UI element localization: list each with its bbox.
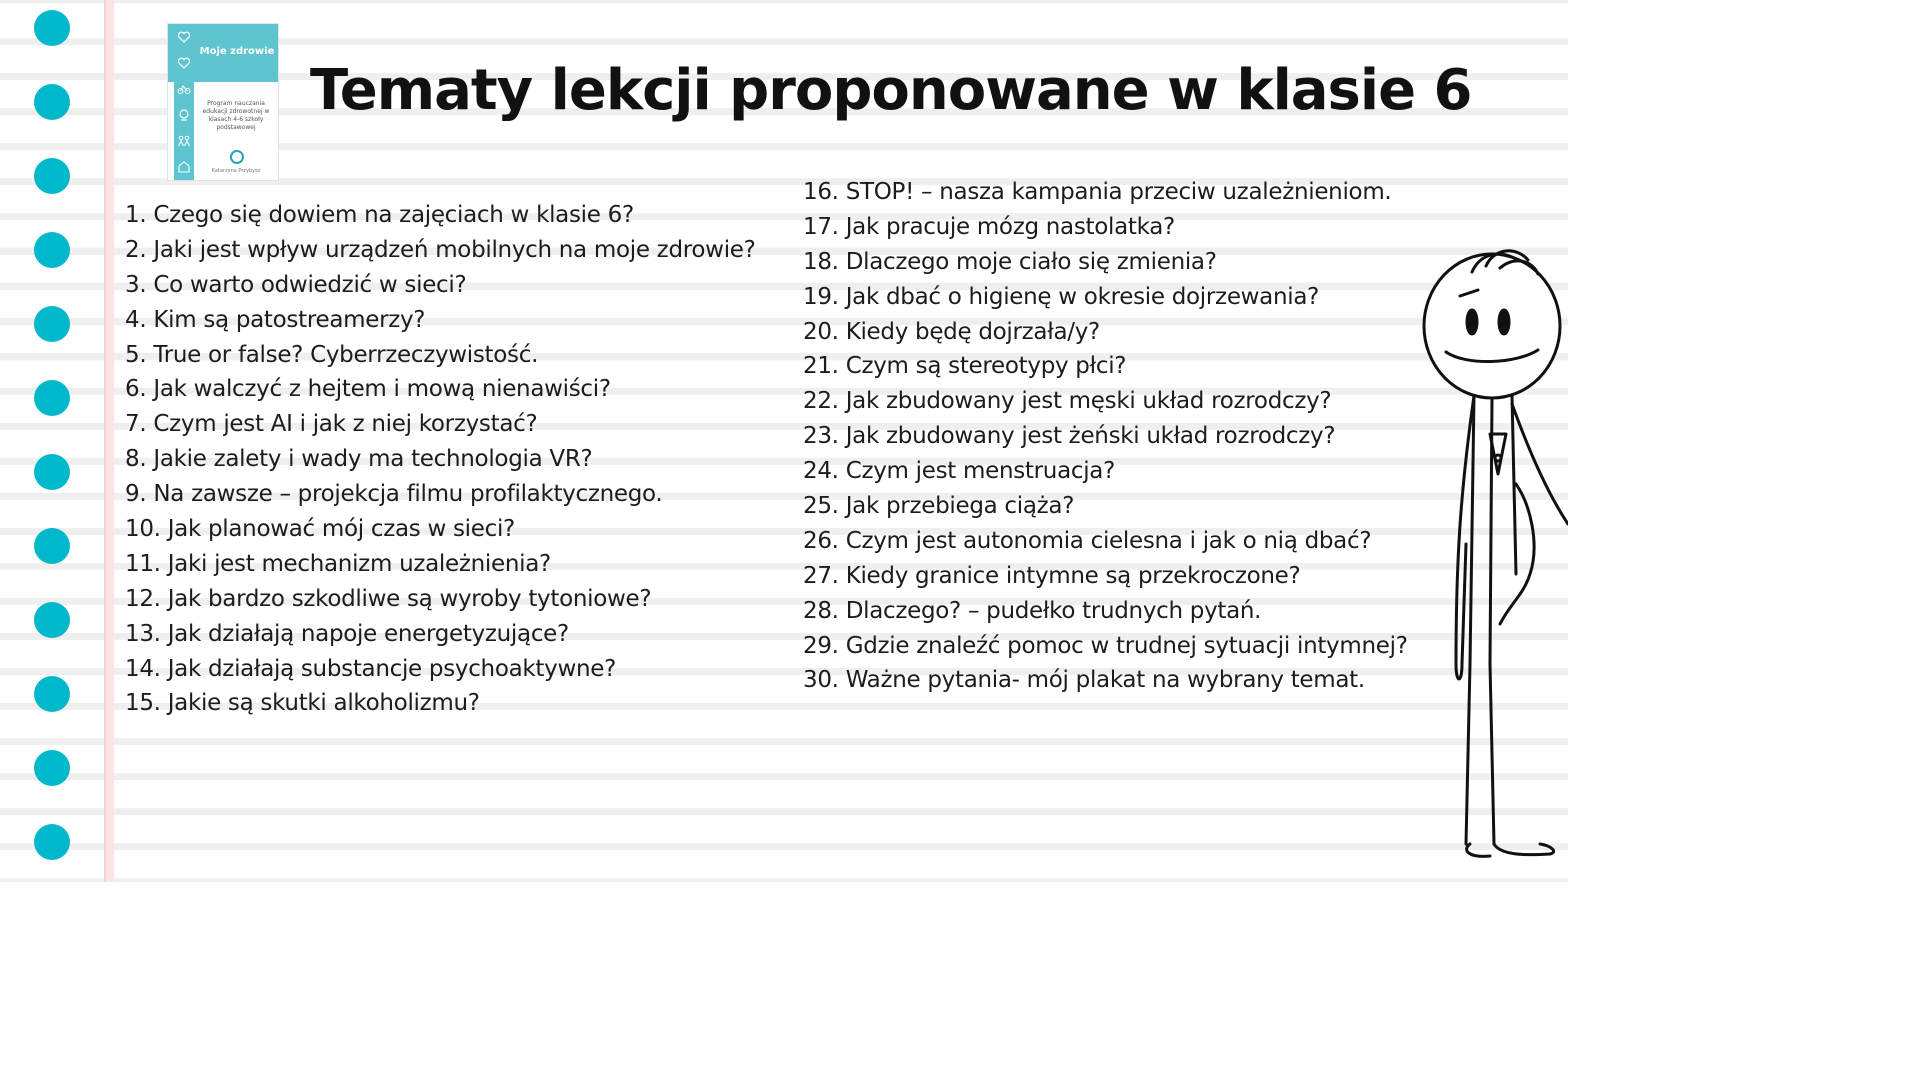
binder-dot [34,750,70,786]
topic-item: 23. Jak zbudowany jest żeński układ rozrodczy? [803,423,1336,450]
margin-line [104,0,114,882]
booklet-cover [168,24,278,180]
topic-item: 21. Czym są stereotypy płci? [803,353,1127,380]
booklet-title: Moje zdrowie [199,46,275,57]
topic-item: 2. Jaki jest wpływ urządzeń mobilnych na moje zdrowie? [125,236,756,263]
binder-dot [34,158,70,194]
page-title: Tematy lekcji proponowane w klasie 6 [310,58,1472,123]
topic-item: 17. Jak pracuje mózg nastolatka? [803,213,1175,240]
bicycle-icon [177,82,191,96]
topic-item: 13. Jak działają napoje energetyzujące? [125,620,569,647]
house-icon [177,160,191,174]
topic-item: 5. True or false? Cyberrzeczywistość. [125,341,539,368]
binder-dot [34,528,70,564]
publisher-logo-icon [230,150,244,164]
people-icon [177,134,191,148]
topic-item: 7. Czym jest AI i jak z niej korzystać? [125,411,538,438]
topic-item: 11. Jaki jest mechanizm uzależnienia? [125,550,551,577]
topic-item: 30. Ważne pytania- mój plakat na wybrany temat. [803,667,1365,694]
booklet-icon-strip [174,24,194,180]
topic-item: 12. Jak bardzo szkodliwe są wyroby tytoniowe? [125,585,652,612]
binder-dot [34,676,70,712]
binder-dot [34,824,70,860]
topic-item: 28. Dlaczego? – pudełko trudnych pytań. [803,597,1262,624]
topic-item: 4. Kim są patostreamerzy? [125,306,426,333]
heart-icon [177,30,191,44]
topic-item: 20. Kiedy będę dojrzała/y? [803,318,1100,345]
topic-item: 18. Dlaczego moje ciało się zmienia? [803,248,1217,275]
topic-item: 25. Jak przebiega ciąża? [803,493,1075,520]
topic-item: 29. Gdzie znaleźć pomoc w trudnej sytuacji intymnej? [803,632,1408,659]
binder-dot [34,306,70,342]
topic-item: 15. Jakie są skutki alkoholizmu? [125,690,480,717]
topic-item: 1. Czego się dowiem na zajęciach w klasie 6? [125,202,634,228]
topic-item: 9. Na zawsze – projekcja filmu profilaktycznego. [125,481,663,508]
binder-dot [34,602,70,638]
topic-item: 10. Jak planować mój czas w sieci? [125,516,515,543]
topic-item: 6. Jak walczyć z hejtem i mową nienawiści? [125,376,611,403]
topic-list-left [125,198,756,721]
binder-dot [34,84,70,120]
topic-item: 27. Kiedy granice intymne są przekroczone? [803,562,1301,589]
binder-dot [34,380,70,416]
binder-dot [34,454,70,490]
binder-dot [34,232,70,268]
booklet-author: Katarzyna Przybysz [211,168,261,174]
topic-item: 19. Jak dbać o higienę w okresie dojrzewania? [803,283,1320,310]
topic-item: 26. Czym jest autonomia cielesna i jak o nią dbać? [803,527,1372,554]
heart-icon [177,56,191,70]
topic-item: 24. Czym jest menstruacja? [803,458,1115,485]
topic-item: 16. STOP! – nasza kampania przeciw uzależnieniom. [803,179,1392,205]
topic-list-right [803,175,1408,698]
topic-item: 3. Co warto odwiedzić w sieci? [125,271,467,298]
topic-item: 14. Jak działają substancje psychoaktywne? [125,655,616,682]
topic-item: 8. Jakie zalety i wady ma technologia VR? [125,446,593,473]
head-icon [177,108,191,122]
topic-item: 22. Jak zbudowany jest męski układ rozrodczy? [803,388,1332,415]
stick-figure-illustration [1420,244,1568,864]
binder-dot [34,10,70,46]
booklet-subtitle: Program nauczania edukacji zdrowotnej w klasach 4-6 szkoły podstawowej [202,100,270,131]
